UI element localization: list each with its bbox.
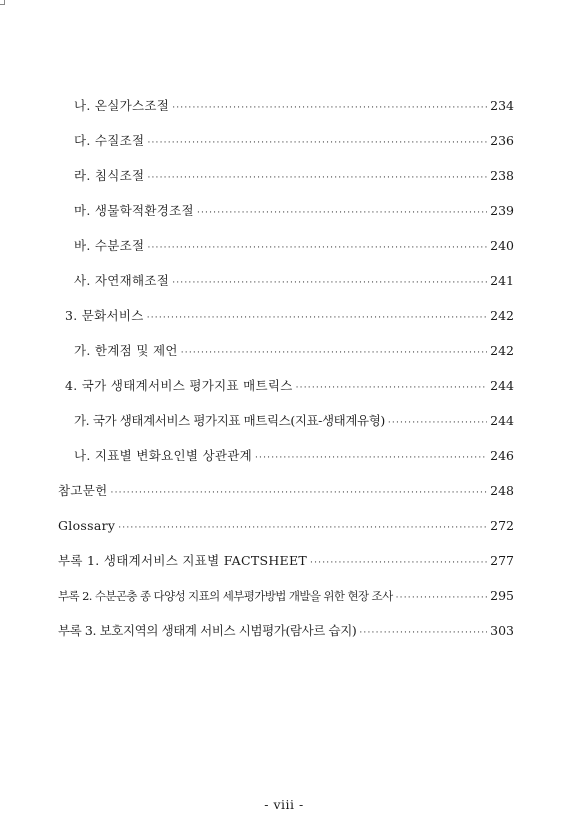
toc-dot-leader xyxy=(147,168,487,188)
toc-dot-leader xyxy=(147,238,487,258)
toc-entry-page: 248 xyxy=(490,483,514,498)
toc-entry-page: 244 xyxy=(490,413,514,428)
toc-entry[interactable] xyxy=(58,551,514,571)
toc-dot-leader xyxy=(172,98,487,118)
toc-entry-title: 참고문헌 xyxy=(58,483,108,498)
toc-entry-page: 236 xyxy=(490,133,514,148)
toc-entry[interactable] xyxy=(74,341,514,361)
toc-dot-leader xyxy=(310,553,487,573)
toc-entry-page: 244 xyxy=(490,378,514,393)
toc-entry-title: Glossary xyxy=(58,518,116,533)
toc-entry[interactable] xyxy=(74,236,514,256)
toc-entry-title: 나. 지표별 변화요인별 상관관계 xyxy=(74,448,252,463)
toc-entry-page: 277 xyxy=(490,553,514,568)
toc-entry-page: 240 xyxy=(490,238,514,253)
toc-entry[interactable] xyxy=(74,446,514,466)
toc-entry[interactable] xyxy=(65,306,514,326)
toc-entry-page: 242 xyxy=(490,308,514,323)
toc-entry[interactable] xyxy=(74,96,514,116)
toc-entry[interactable] xyxy=(74,166,514,186)
toc-entry-page: 295 xyxy=(490,588,514,603)
toc-dot-leader xyxy=(197,203,487,223)
toc-dot-leader xyxy=(396,588,488,608)
toc-entry-page: 242 xyxy=(490,343,514,358)
toc-entry-page: 238 xyxy=(490,168,514,183)
toc-entry-page: 241 xyxy=(490,273,514,288)
toc-entry-page: 303 xyxy=(490,623,514,638)
page-number: - viii - xyxy=(264,797,304,812)
toc-entry-title: 다. 수질조절 xyxy=(74,133,145,148)
toc-entry[interactable] xyxy=(58,481,514,501)
toc-entry-title: 나. 온실가스조절 xyxy=(74,98,170,113)
toc-entry[interactable] xyxy=(65,376,514,396)
toc-dot-leader xyxy=(296,378,488,398)
toc-entry-title: 4. 국가 생태계서비스 평가지표 매트릭스 xyxy=(65,378,293,393)
toc-entry-title: 3. 문화서비스 xyxy=(65,308,144,323)
toc-dot-leader xyxy=(111,483,488,503)
toc-dot-leader xyxy=(181,343,487,363)
toc-entry-title: 부록 1. 생태계서비스 지표별 FACTSHEET xyxy=(58,553,308,568)
toc-entry[interactable] xyxy=(74,411,514,431)
toc-entry-page: 272 xyxy=(490,518,514,533)
toc-dot-leader xyxy=(359,623,487,643)
toc-entry[interactable] xyxy=(74,271,514,291)
toc-dot-leader xyxy=(255,448,487,468)
toc-entry-title: 라. 침식조절 xyxy=(74,168,145,183)
toc-entry-title: 바. 수분조절 xyxy=(74,238,145,253)
toc-entry-page: 246 xyxy=(490,448,514,463)
toc-entry-title: 가. 국가 생태계서비스 평가지표 매트릭스(지표-생태계유형) xyxy=(74,413,385,428)
toc-entry-title: 가. 한계점 및 제언 xyxy=(74,343,178,358)
toc-entry-page: 239 xyxy=(490,203,514,218)
toc-entry-title: 마. 생물학적환경조절 xyxy=(74,203,194,218)
toc-entry[interactable] xyxy=(74,131,514,151)
toc-entry-title: 사. 자연재해조절 xyxy=(74,273,170,288)
toc-dot-leader xyxy=(147,308,487,328)
toc-dot-leader xyxy=(172,273,487,293)
toc-entry[interactable] xyxy=(58,516,514,536)
toc-entry[interactable] xyxy=(58,621,514,641)
toc-dot-leader xyxy=(388,413,487,433)
toc-dot-leader xyxy=(147,133,487,153)
toc-entry-title: 부록 2. 수분곤충 종 다양성 지표의 세부평가방법 개발을 위한 현장 조사 xyxy=(58,589,393,603)
toc-entry-page: 234 xyxy=(490,98,514,113)
toc-dot-leader xyxy=(118,518,487,538)
toc-entry[interactable] xyxy=(74,201,514,221)
toc-entry-title: 부록 3. 보호지역의 생태계 서비스 시범평가(람사르 습지) xyxy=(58,623,357,638)
crop-mark xyxy=(0,0,5,5)
toc-entry[interactable] xyxy=(58,586,514,606)
